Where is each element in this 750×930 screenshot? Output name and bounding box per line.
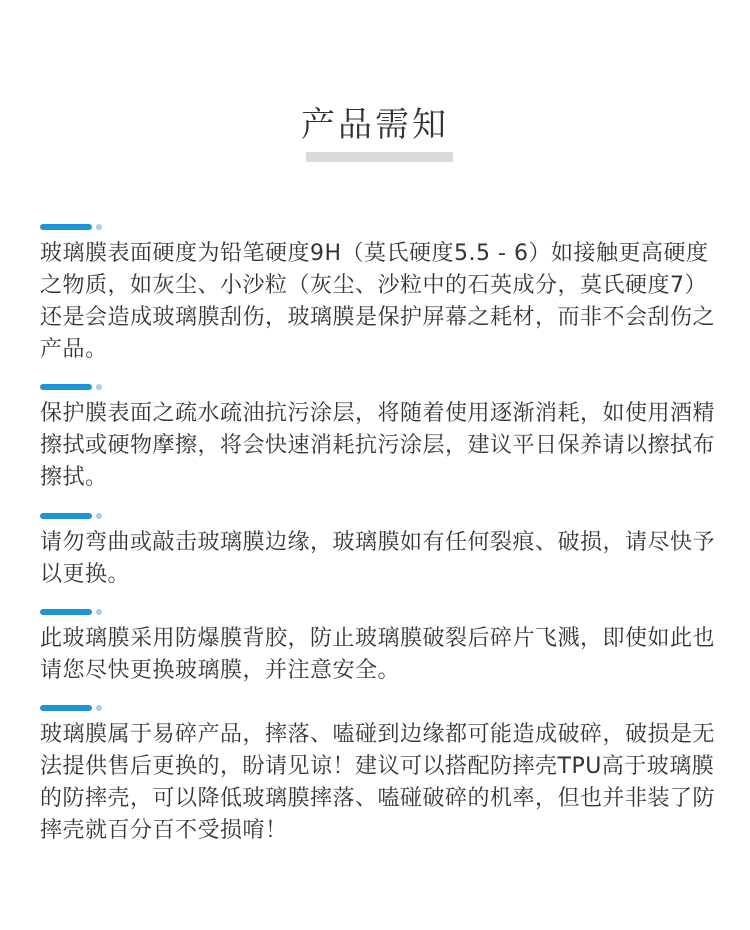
marker-dot	[96, 513, 102, 519]
marker-dot	[96, 224, 102, 230]
section-marker	[40, 705, 720, 711]
page-title: 产品需知	[301, 105, 449, 145]
section-marker	[40, 513, 720, 519]
section-marker	[40, 384, 720, 390]
marker-dot	[96, 384, 102, 390]
marker-bar	[40, 384, 92, 390]
notice-section-1	[40, 224, 720, 366]
notice-text: 玻璃膜表面硬度为铅笔硬度9H（莫氏硬度5.5 - 6）如接触更高硬度之物质，如灰尘、小沙粒（灰尘、沙粒中的石英成分，莫氏硬度7）还是会造成玻璃膜刮伤，玻璃膜是保护屏幕之耗材，而非不会刮伤之产品。	[40, 241, 716, 362]
notice-section-3	[40, 513, 720, 591]
notice-text: 此玻璃膜采用防爆膜背胶，防止玻璃膜破裂后碎片飞溅，即使如此也请您尽快更换玻璃膜，并注意安全。	[40, 626, 716, 683]
notice-section-5	[40, 705, 720, 847]
notice-text: 保护膜表面之疏水疏油抗污涂层，将随着使用逐渐消耗，如使用酒精擦拭或硬物摩擦，将会快速消耗抗污涂层，建议平日保养请以擦拭布擦拭。	[40, 401, 716, 490]
notice-text: 玻璃膜属于易碎产品，摔落、嗑碰到边缘都可能造成破碎，破损是无法提供售后更换的，盼请见谅！建议可以搭配防摔壳TPU高于玻璃膜的防摔壳，可以降低玻璃膜摔落、嗑碰破碎的机率，但也并非装了防摔壳就百分百不受损唷！	[40, 722, 716, 843]
title-underline	[306, 152, 453, 162]
section-marker	[40, 609, 720, 615]
marker-bar	[40, 513, 92, 519]
marker-bar	[40, 224, 92, 230]
notice-text: 请勿弯曲或敲击玻璃膜边缘，玻璃膜如有任何裂痕、破损，请尽快予以更换。	[40, 530, 716, 587]
section-marker	[40, 224, 720, 230]
notice-section-2	[40, 384, 720, 494]
marker-dot	[96, 609, 102, 615]
notice-section-4	[40, 609, 720, 687]
marker-dot	[96, 705, 102, 711]
marker-bar	[40, 609, 92, 615]
marker-bar	[40, 705, 92, 711]
